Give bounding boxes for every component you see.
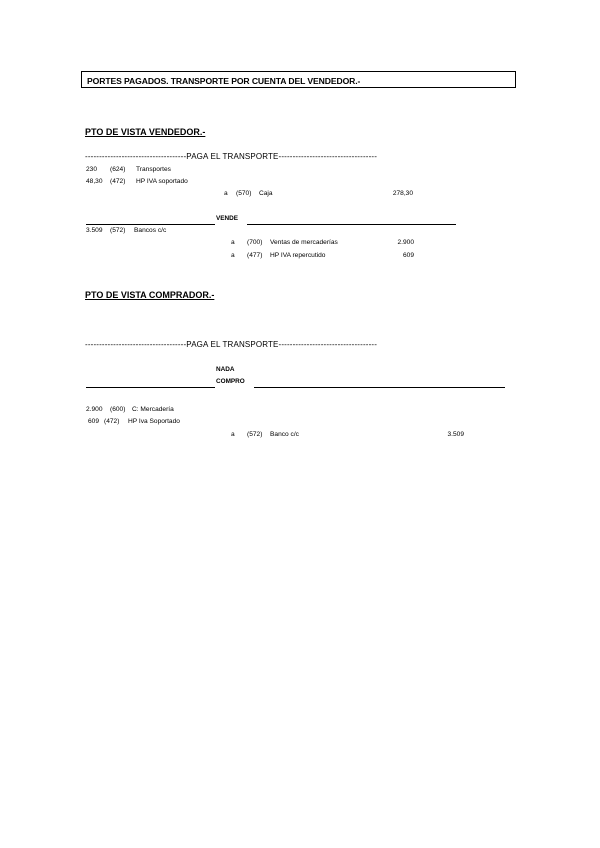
vendedor-e2-credit1-amount: 2.900 bbox=[397, 239, 414, 246]
vendedor-e2-credit2-a: a bbox=[231, 252, 235, 259]
nada-label: NADA bbox=[216, 366, 235, 373]
vendedor-heading: PTO DE VISTA VENDEDOR.- bbox=[85, 127, 206, 137]
comprador-debit2-amount: 609 bbox=[88, 418, 100, 425]
vende-rule-left bbox=[86, 224, 215, 225]
vendedor-paga-line: ------------------------------------PAGA EL TRANSPORTE----------------------------------- bbox=[85, 152, 378, 161]
vende-label: VENDE bbox=[216, 215, 239, 222]
comprador-debit2-code: (472) bbox=[104, 418, 120, 425]
vendedor-e1-debit1-code: (624) bbox=[110, 166, 126, 173]
vendedor-e2-credit1-account: Ventas de mercaderías bbox=[270, 239, 338, 246]
vende-rule-right bbox=[247, 224, 456, 225]
comprador-debit1-amount: 2.900 bbox=[86, 406, 103, 413]
comprador-heading: PTO DE VISTA COMPRADOR.- bbox=[85, 290, 215, 300]
comprador-debit1-account: C: Mercadería bbox=[132, 406, 174, 413]
comprador-credit-code: (572) bbox=[247, 431, 263, 438]
vendedor-e1-debit2-amount: 48,30 bbox=[86, 178, 103, 185]
vendedor-e1-debit1-amount: 230 bbox=[86, 166, 98, 173]
vendedor-e2-credit2-code: (477) bbox=[247, 252, 263, 259]
comprador-credit-account: Banco c/c bbox=[270, 431, 299, 438]
comprador-credit-a: a bbox=[231, 431, 235, 438]
comprador-debit2-account: HP Iva Soportado bbox=[128, 418, 180, 425]
vendedor-e2-credit2-account: HP IVA repercutido bbox=[270, 252, 326, 259]
comprador-credit-amount: 3.509 bbox=[447, 431, 464, 438]
vendedor-e2-credit1-a: a bbox=[231, 239, 235, 246]
vendedor-e2-debit-amount: 3.509 bbox=[86, 227, 103, 234]
compro-label: COMPRO bbox=[216, 378, 245, 385]
comprador-debit1-code: (600) bbox=[110, 406, 126, 413]
vendedor-e2-debit-code: (572) bbox=[110, 227, 126, 234]
vendedor-e1-debit2-account: HP IVA soportado bbox=[136, 178, 188, 185]
vendedor-e2-credit1-code: (700) bbox=[247, 239, 263, 246]
vendedor-e1-credit-a: a bbox=[224, 190, 228, 197]
vendedor-e1-debit2-code: (472) bbox=[110, 178, 126, 185]
vendedor-e2-debit-account: Bancos c/c bbox=[134, 227, 167, 234]
vendedor-e2-credit2-amount: 609 bbox=[402, 252, 414, 259]
title-box bbox=[81, 71, 516, 88]
vendedor-e1-credit-account: Caja bbox=[259, 190, 273, 197]
comprador-paga-line: ------------------------------------PAGA EL TRANSPORTE----------------------------------- bbox=[85, 340, 378, 349]
vendedor-e1-debit1-account: Transportes bbox=[136, 166, 171, 173]
document-title: PORTES PAGADOS. TRANSPORTE POR CUENTA DEL VENDEDOR.- bbox=[87, 76, 361, 86]
vendedor-e1-credit-amount: 278,30 bbox=[392, 190, 413, 197]
compro-rule-left bbox=[86, 387, 215, 388]
vendedor-e1-credit-code: (570) bbox=[236, 190, 252, 197]
compro-rule-right bbox=[254, 387, 505, 388]
